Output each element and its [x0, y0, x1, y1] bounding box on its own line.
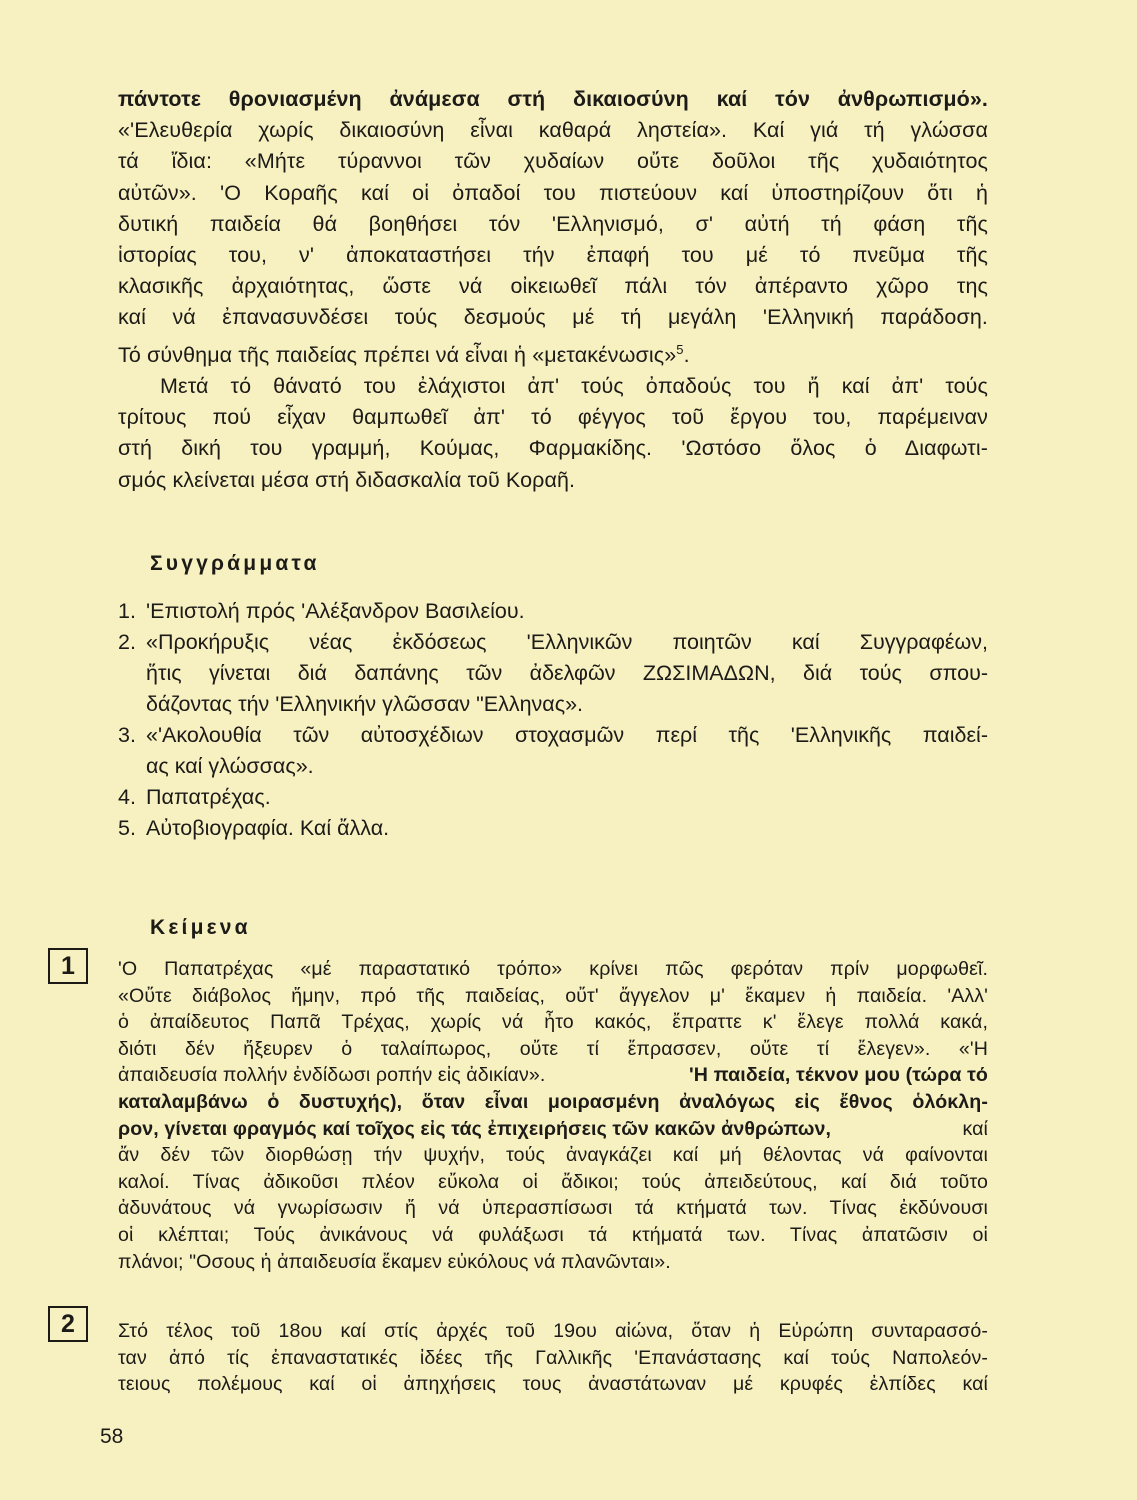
intro-line: «'Ελευθερία χωρίς δικαιοσύνη εἶναι καθαρά ληστεία». Καί γιά τή γλώσσα: [118, 118, 988, 143]
text-line: «Οὔτε διάβολος ἤμην, πρό τῆς παιδείας, οὔτ' ἄγγελον μ' ἔκαμεν ἡ παιδεία. 'Αλλ': [118, 984, 988, 1007]
intro-line: στή δική του γραμμή, Κούμας, Φαρμακίδης. 'Ωστόσο ὅλος ὁ Διαφωτι-: [118, 436, 988, 461]
text-line-bold: ρον, γίνεται φραγμός καί τοῖχος εἰς τάς ἐπιχειρήσεις τῶν κακῶν ἀνθρώπων,: [118, 1117, 832, 1140]
intro-line: δυτική παιδεία θά βοηθήσει τόν 'Ελληνισμό, σ' αὐτή τή φάση τῆς: [118, 211, 988, 236]
list-item-number: 4.: [118, 785, 136, 809]
text-line: πλάνοι; "Οσους ἡ ἀπαιδευσία ἔκαμεν εὐκόλους νά πλανῶνται».: [118, 1250, 671, 1273]
list-item-number: 5.: [118, 816, 136, 840]
intro-line: καί νά ἐπανασυνδέσει τούς δεσμούς μέ τή μεγάλη 'Ελληνική παράδοση.: [118, 305, 988, 330]
list-item-line: Παπατρέχας.: [146, 785, 271, 809]
text-2-paragraph: [118, 1318, 988, 1398]
list-item: [118, 627, 988, 720]
text-line: 'Ο Παπατρέχας «μέ παραστατικό τρόπο» κρίνει πῶς φερόταν πρίν μορφωθεῖ.: [118, 958, 988, 980]
text-1-paragraph: [118, 956, 988, 1275]
intro-line-with-footnote: Τό σύνθημα τῆς παιδείας πρέπει νά εἶναι ἡ «μετακένωσις»$^5$.: [118, 341, 690, 367]
text-line: διότι δέν ἤξευρεν ὁ ταλαίπωρος, οὔτε τί ἔπρασσεν, οὔτε τί ἔλεγεν». «'Η: [118, 1037, 988, 1060]
intro-line: πάντοτε θρονιασμένη ἀνάμεσα στή δικαιοσύνη καί τόν ἀνθρωπισμό».: [118, 87, 988, 111]
text-line: ὁ ἀπαίδευτος Παπᾶ Τρέχας, χωρίς νά ἦτο κακός, ἔπραττε κ' ἔλεγε πολλά κακά,: [118, 1011, 988, 1034]
page-number: 58: [100, 1425, 124, 1448]
footnote-mark: 5: [676, 341, 684, 357]
intro-line: τά ἴδια: «Μήτε τύραννοι τῶν χυδαίων οὔτε δοῦλοι τῆς χυδαιότητος: [118, 149, 988, 174]
text-line: Στό τέλος τοῦ 18ου καί στίς ἀρχές τοῦ 19ου αἰώνα, ὅταν ἡ Εὐρώπη συνταρασσό-: [118, 1320, 988, 1342]
text-line: ἀδυνάτους νά γνωρίσωσιν ἤ νά ὑπερασπίσωσι τά κτήματά των. Τίνας ἐκδύνουσι: [118, 1197, 988, 1220]
list-item-number: 3.: [118, 723, 136, 747]
text-line: ἄν δέν τῶν διορθώσῃ τήν ψυχήν, τούς ἀναγκάζει καί μή θέλοντας νά φαίνονται: [118, 1144, 988, 1167]
writings-list: [118, 596, 988, 844]
intro-line: Μετά τό θάνατό του ἐλάχιστοι ἀπ' τούς ὀπαδούς του ἤ καί ἀπ' τούς: [160, 373, 988, 398]
list-item-line: ας καί γλώσσας».: [146, 754, 314, 778]
texts-heading: Κείμενα: [150, 916, 251, 939]
intro-line: αὐτῶν». 'Ο Κοραῆς καί οἱ ὀπαδοί του πιστεύουν καί ὑποστηρίζουν ὅτι ἡ: [118, 180, 988, 205]
intro-line: ἱστορίας του, ν' ἀποκαταστήσει τήν ἐπαφή του μέ τό πνεῦμα τῆς: [118, 243, 988, 268]
list-item-line: δάζοντας τήν 'Ελληνικήν γλῶσσαν "Ελληνας».: [146, 692, 584, 716]
text-line-bold: καταλαμβάνω ὁ δυστυχής), ὅταν εἶναι μοιρασμένη ἀναλόγως εἰς ἔθνος ὁλόκλη-: [118, 1090, 988, 1113]
text-line: οἱ κλέπται; Τούς ἀνικάνους νά φυλάξωσι τά κτήματά των. Τίνας ἀπατῶσιν οἱ: [118, 1223, 988, 1246]
list-item-number: 2.: [118, 630, 136, 654]
text-line: καλοί. Τίνας ἀδικοῦσι πλέον εὔκολα οἱ ἄδικοι; τούς ἀπειδεύτους, καί διά τοῦτο: [118, 1170, 988, 1193]
list-item-line: «Προκήρυξις νέας ἐκδόσεως 'Ελληνικῶν ποιητῶν καί Συγγραφέων,: [146, 630, 988, 654]
text-line: ἀπαιδευσία πολλήν ἐνδίδωσι ροπήν εἰς ἀδικίαν».: [118, 1064, 546, 1087]
writings-heading: Συγγράμματα: [150, 552, 320, 575]
intro-line: τρίτους πού εἶχαν θαμπωθεῖ ἀπ' τό φέγγος τοῦ ἔργου του, παρέμειναν: [118, 405, 988, 430]
text-line: καί: [962, 1117, 988, 1140]
text-line: ταν ἀπό τίς ἐπαναστατικές ἰδέες τῆς Γαλλικῆς 'Επανάστασης καί τούς Ναπολεόν-: [118, 1346, 988, 1369]
intro-line: Τό σύνθημα τῆς παιδείας πρέπει νά εἶναι ἡ «μετακένωσις»: [118, 342, 677, 367]
intro-line: σμός κλείνεται μέσα στή διδασκαλία τοῦ Κοραῆ.: [118, 467, 576, 492]
list-item-number: 1.: [118, 599, 136, 623]
list-item: [118, 720, 988, 782]
list-item-line: Αὐτοβιογραφία. Καί ἄλλα.: [146, 816, 390, 840]
text-line-bold: 'Η παιδεία, τέκνον μου (τώρα τό: [689, 1064, 988, 1087]
intro-paragraph: [118, 84, 988, 496]
text-line-mixed: [118, 1062, 988, 1089]
text-line-mixed: [118, 1116, 988, 1143]
text-marker-1: 1: [48, 948, 88, 984]
text-marker-2: 2: [48, 1306, 88, 1342]
list-item-line: ἥτις γίνεται διά δαπάνης τῶν ἀδελφῶν ΖΩΣΙΜΑΔΩΝ, διά τούς σπου-: [146, 661, 988, 685]
list-item: [118, 782, 988, 813]
list-item: [118, 813, 988, 844]
text-line: τειους πολέμους καί οἱ ἀπηχήσεις τους ἀναστάτωναν μέ κρυφές ἐλπίδες καί: [118, 1373, 988, 1396]
intro-line: κλασικῆς ἀρχαιότητας, ὥστε νά οἰκειωθεῖ πάλι τόν ἀπέραντο χῶρο της: [118, 274, 988, 299]
list-item-line: 'Επιστολή πρός 'Αλέξανδρον Βασιλείου.: [146, 599, 525, 623]
list-item-line: «'Ακολουθία τῶν αὐτοσχέδιων στοχασμῶν περί τῆς 'Ελληνικῆς παιδεί-: [146, 723, 988, 747]
list-item: [118, 596, 988, 627]
